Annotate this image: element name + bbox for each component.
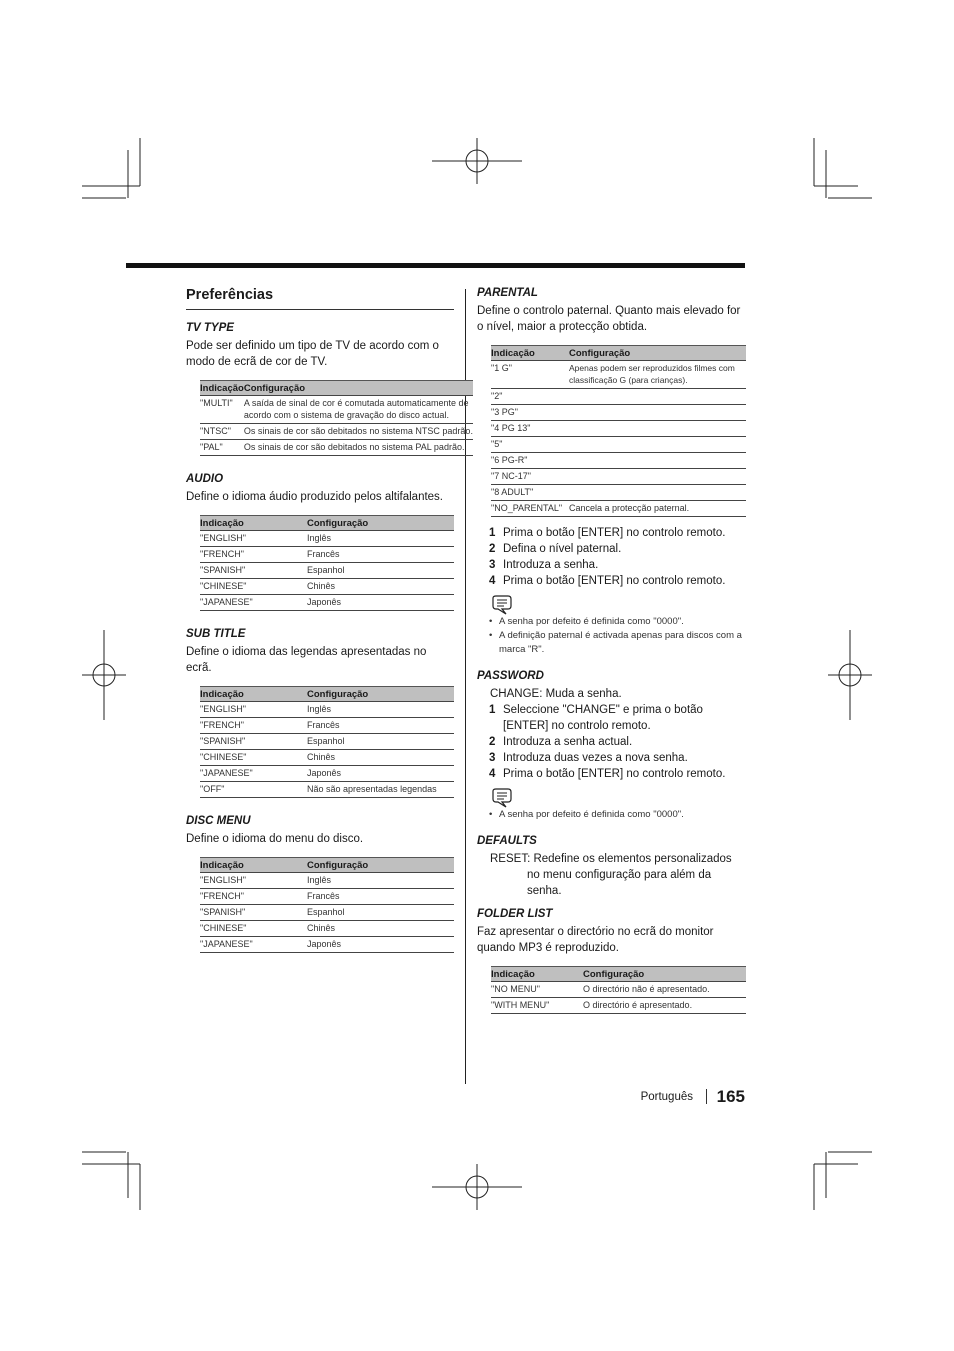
header-configuracao: Configuração — [583, 967, 746, 982]
table-row: "OFF" Não são apresentadas legendas — [200, 782, 454, 798]
section-title: Preferências — [186, 286, 454, 310]
table-row: "JAPANESE" Japonês — [200, 937, 454, 953]
password-heading: PASSWORD — [477, 670, 544, 682]
list-item: 4 Prima o botão [ENTER] no controlo remoto. — [489, 768, 726, 780]
table-row: "PAL" Os sinais de cor são debitados no sistema PAL padrão. — [200, 440, 473, 456]
defaults-heading: DEFAULTS — [477, 835, 537, 847]
footer-language: Português — [640, 1091, 693, 1103]
parental-notes — [477, 615, 746, 657]
table-row: "FRENCH" Francês — [200, 718, 454, 734]
header-configuracao: Configuração — [307, 858, 454, 873]
list-item: • A definição paternal é activada apenas para discos com a marca "R". — [489, 629, 746, 657]
table-row: "1 G" Apenas podem ser reproduzidos filmes com classificação G (para crianças). — [491, 361, 746, 389]
folder-list-table — [491, 966, 746, 1014]
folder-list-description: Faz apresentar o directório no ecrã do monitor quando MP3 é reproduzido. — [477, 926, 714, 954]
table-row: "CHINESE" Chinês — [200, 579, 454, 595]
table-row: "ENGLISH" Inglês — [200, 531, 454, 547]
table-row: "5" — [491, 437, 746, 453]
sub-title-description: Define o idioma das legendas apresentadas no ecrã. — [186, 646, 427, 674]
list-item: 4 Prima o botão [ENTER] no controlo remoto. — [489, 575, 726, 587]
table-row: "ENGLISH" Inglês — [200, 873, 454, 889]
table-row: "NO_PARENTAL" Cancela a protecção paternal. — [491, 501, 746, 517]
tv-type-heading: TV TYPE — [186, 322, 234, 334]
note-icon — [491, 595, 513, 615]
right-column — [477, 286, 746, 1014]
table-row: "FRENCH" Francês — [200, 547, 454, 563]
page-number: 165 — [716, 1087, 745, 1106]
disc-menu-table — [200, 857, 454, 953]
header-configuracao: Configuração — [307, 516, 454, 531]
table-row: "CHINESE" Chinês — [200, 750, 454, 766]
parental-heading: PARENTAL — [477, 287, 538, 299]
list-item: • A senha por defeito é definida como "0000". — [489, 615, 746, 629]
note-icon — [491, 788, 513, 808]
table-row: "7 NC-17" — [491, 469, 746, 485]
header-indicacao: Indicação — [491, 346, 569, 361]
parental-steps — [477, 525, 746, 589]
list-item: 1 Seleccione "CHANGE" e prima o botão [ENTER] no controlo remoto. — [489, 704, 703, 732]
header-indicacao: Indicação — [200, 382, 244, 394]
header-configuracao: Configuração — [307, 687, 454, 702]
password-notes — [477, 808, 746, 822]
tv-type-description: Pode ser definido um tipo de TV de acordo com o modo de ecrã de cor de TV. — [186, 340, 439, 368]
table-row: "NTSC" Os sinais de cor são debitados no sistema NTSC padrão. — [200, 424, 473, 440]
header-configuracao: Configuração — [244, 381, 473, 396]
list-item: 1 Prima o botão [ENTER] no controlo remoto. — [489, 527, 726, 539]
table-row: "WITH MENU" O directório é apresentado. — [491, 998, 746, 1014]
header-indicacao: Indicação — [491, 967, 583, 982]
tv-type-table — [200, 380, 473, 456]
audio-table — [200, 515, 454, 611]
sub-title-heading: SUB TITLE — [186, 628, 246, 640]
header-indicacao: Indicação — [200, 687, 307, 702]
password-change-text: CHANGE: Muda a senha. — [490, 688, 622, 700]
folder-list-heading: FOLDER LIST — [477, 908, 553, 920]
table-row: "SPANISH" Espanhol — [200, 905, 454, 921]
defaults-reset-text: RESET: Redefine os elementos personalizados no menu configuração para além da senha. — [490, 853, 732, 897]
password-steps — [477, 702, 746, 782]
table-row: "SPANISH" Espanhol — [200, 734, 454, 750]
list-item: 2 Introduza a senha actual. — [489, 736, 633, 748]
footer-separator — [706, 1089, 707, 1104]
table-row: "JAPANESE" Japonês — [200, 595, 454, 611]
page-footer — [610, 1088, 745, 1108]
header-rule — [126, 263, 745, 268]
table-row: "MULTI" A saída de sinal de cor é comutada automaticamente de acordo com o sistema de gravação do disco actual. — [200, 396, 473, 424]
audio-description: Define o idioma áudio produzido pelos altifalantes. — [186, 491, 443, 503]
table-row: "3 PG" — [491, 405, 746, 421]
table-row: "2" — [491, 389, 746, 405]
list-item: 3 Introduza duas vezes a nova senha. — [489, 752, 688, 764]
header-configuracao: Configuração — [569, 346, 746, 361]
left-column — [186, 286, 473, 953]
parental-table — [491, 345, 746, 517]
disc-menu-description: Define o idioma do menu do disco. — [186, 833, 364, 845]
header-indicacao: Indicação — [200, 516, 307, 531]
table-row: "ENGLISH" Inglês — [200, 702, 454, 718]
table-row: "CHINESE" Chinês — [200, 921, 454, 937]
table-row: "NO MENU" O directório não é apresentado. — [491, 982, 746, 998]
audio-heading: AUDIO — [186, 473, 224, 485]
list-item: 3 Introduza a senha. — [489, 559, 599, 571]
table-row: "6 PG-R" — [491, 453, 746, 469]
parental-description: Define o controlo paternal. Quanto mais elevado for o nível, maior a protecção obtida. — [477, 305, 741, 333]
table-row: "8 ADULT" — [491, 485, 746, 501]
table-row: "FRENCH" Francês — [200, 889, 454, 905]
table-row: "SPANISH" Espanhol — [200, 563, 454, 579]
list-item: • A senha por defeito é definida como "0000". — [489, 808, 746, 822]
list-item: 2 Defina o nível paternal. — [489, 543, 622, 555]
header-indicacao: Indicação — [200, 858, 307, 873]
table-row: "JAPANESE" Japonês — [200, 766, 454, 782]
table-row: "4 PG 13" — [491, 421, 746, 437]
disc-menu-heading: DISC MENU — [186, 815, 251, 827]
sub-title-table — [200, 686, 454, 798]
